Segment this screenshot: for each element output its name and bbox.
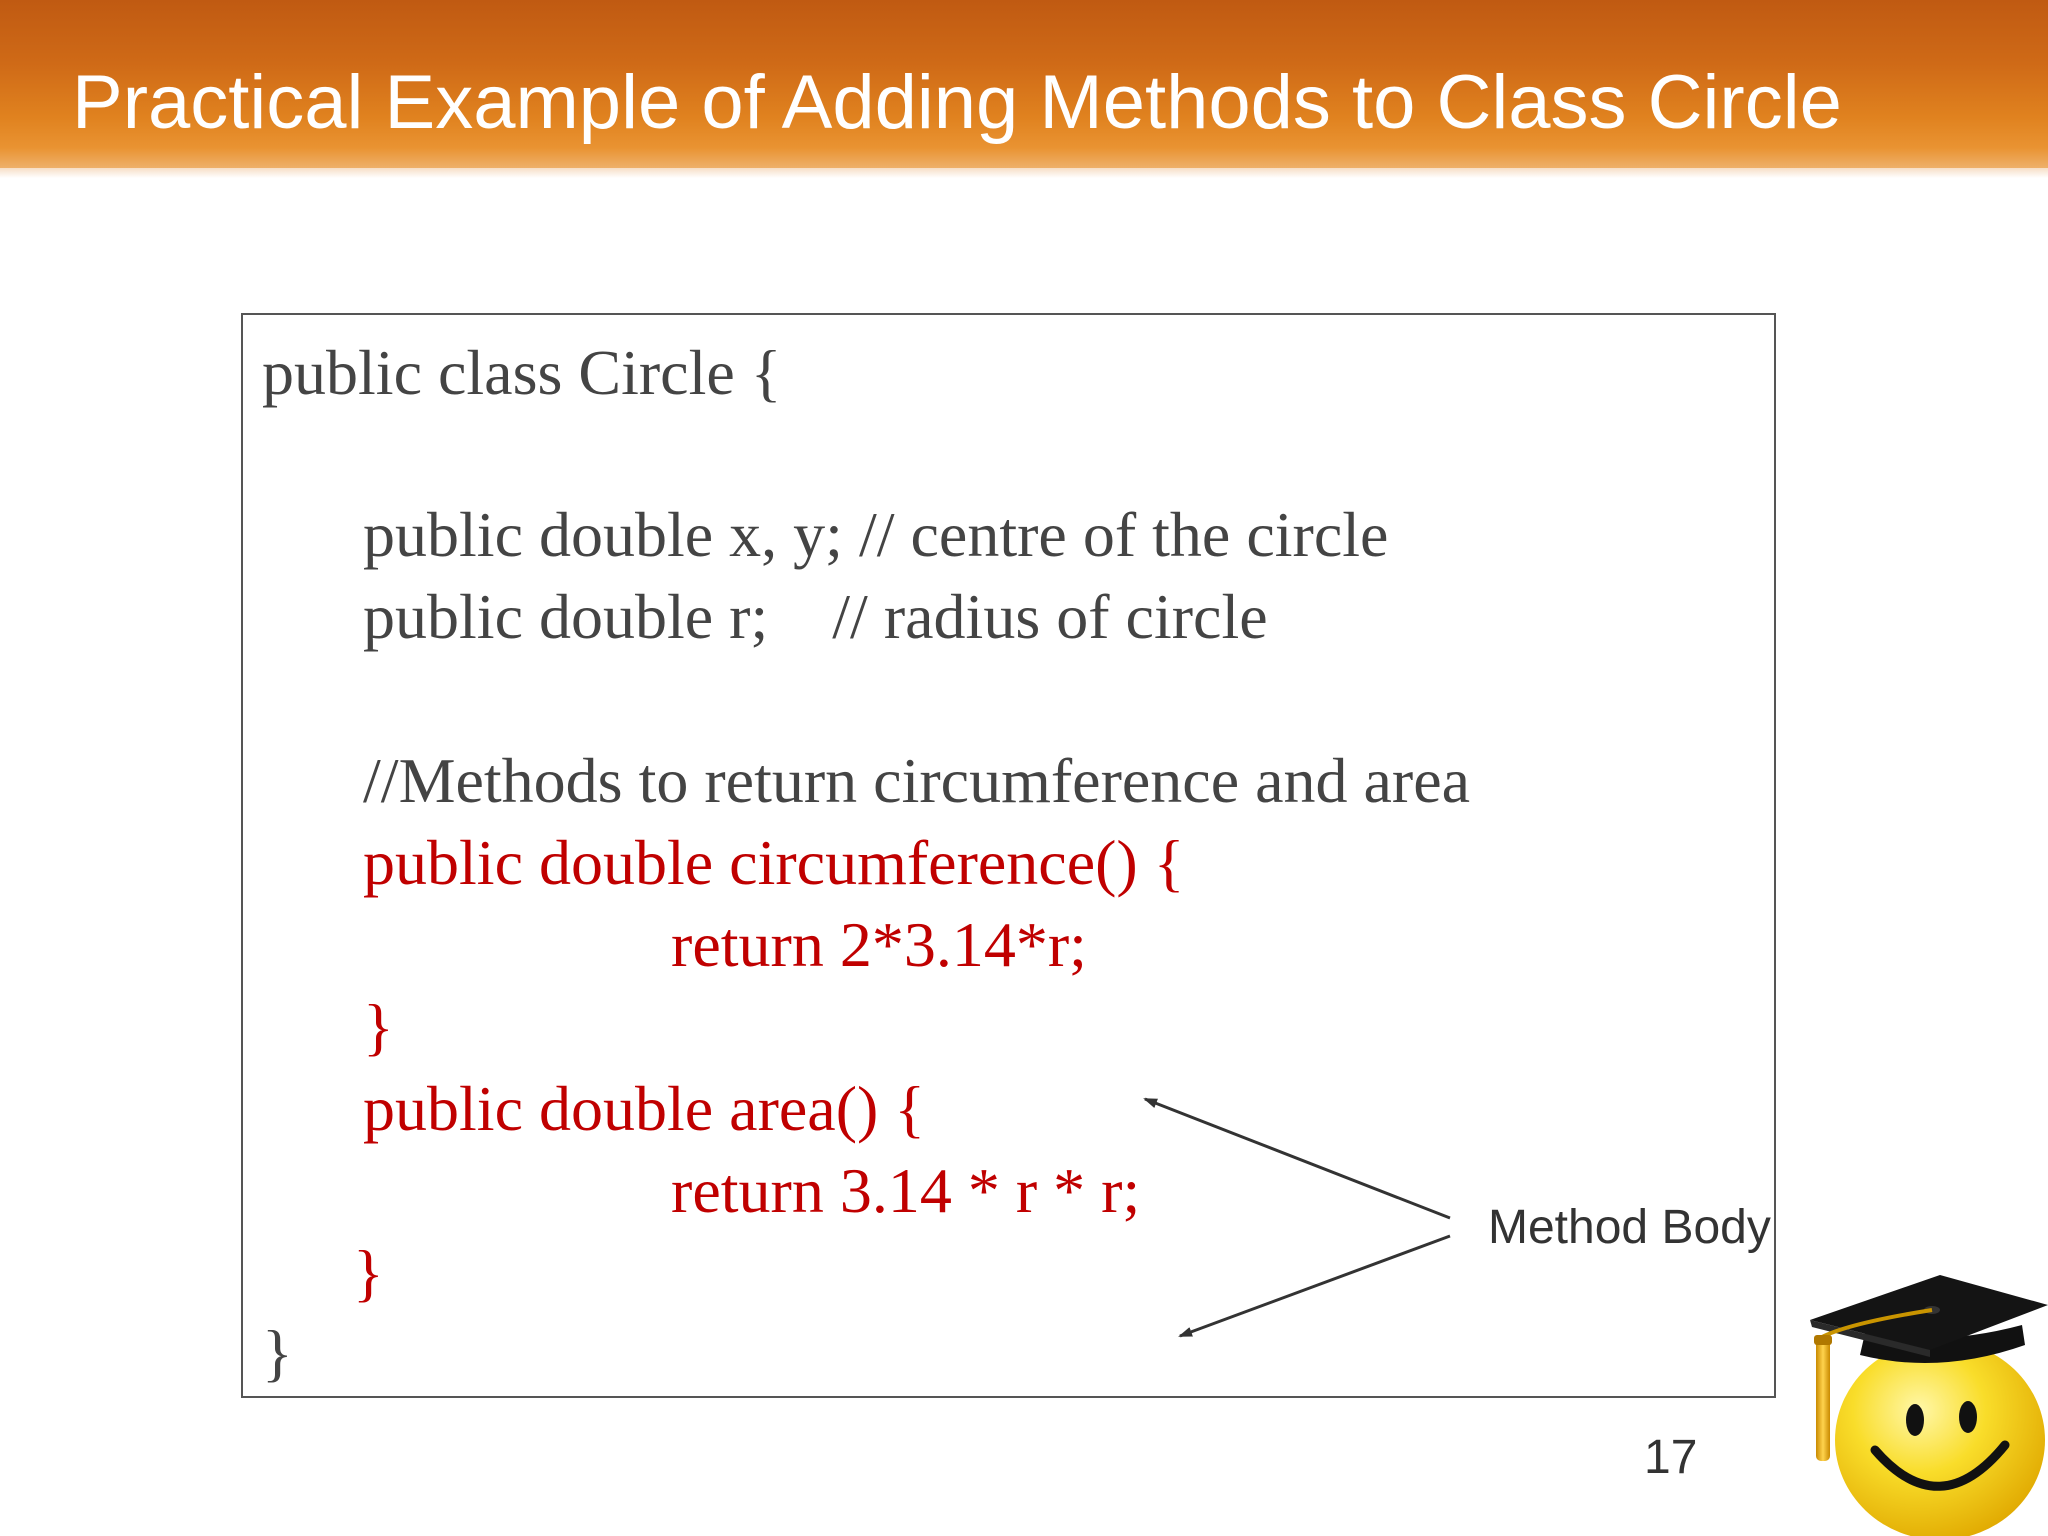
- code-line-circumference-close: }: [363, 991, 394, 1062]
- title-bar: [0, 0, 2048, 168]
- code-line-class-declaration: public class Circle {: [262, 337, 782, 408]
- method-body-label: Method Body: [1488, 1201, 1771, 1254]
- code-line-radius-field: public double r; // radius of circle: [363, 581, 1268, 652]
- graduate-smiley-icon: [1790, 1265, 2048, 1536]
- code-line-centre-fields: public double x, y; // centre of the circle: [363, 499, 1389, 570]
- code-line-area-close: }: [353, 1237, 384, 1308]
- page-number: 17: [1644, 1431, 1698, 1484]
- code-line-methods-comment: //Methods to return circumference and area: [363, 745, 1471, 816]
- code-line-area-signature: public double area() {: [363, 1073, 926, 1144]
- code-line-circumference-signature: public double circumference() {: [363, 827, 1185, 898]
- code-line-circumference-return: return 2*3.14*r;: [671, 909, 1087, 980]
- slide-title: Practical Example of Adding Methods to Class Circle: [72, 60, 1842, 145]
- code-line-area-return: return 3.14 * r * r;: [671, 1155, 1141, 1226]
- code-line-class-close: }: [262, 1317, 293, 1388]
